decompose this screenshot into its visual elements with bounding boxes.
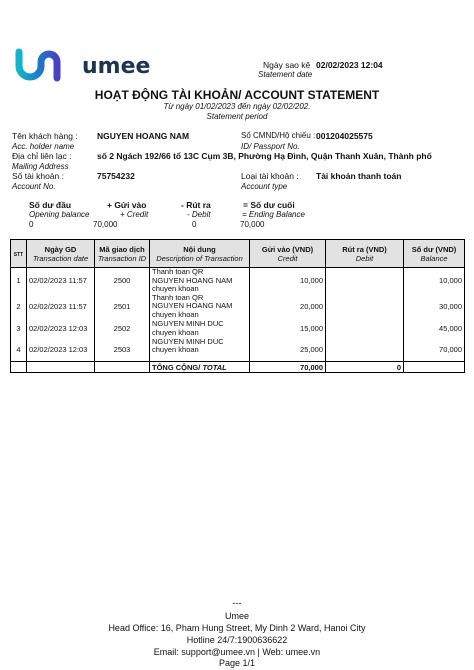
brand-name: umee: [82, 54, 151, 79]
footer-company: Umee: [224, 611, 249, 621]
header-date: Ngày GD Transaction date: [27, 240, 95, 268]
debit-label-en: - Debit: [187, 210, 211, 219]
credit-label: + Gửi vào: [107, 200, 147, 210]
statement-period: Từ ngày 01/02/2023 đến ngày 02/02/202.: [163, 102, 311, 111]
table-row: 1 02/02/2023 11:57 2500 Thanh toan QR NGUYEN HOANG NAM chuyen khoan 10,000 10,000: [11, 268, 465, 294]
total-label-en: TOTAL: [202, 362, 227, 372]
total-label: TỔNG CỘNG/: [152, 362, 201, 372]
total-credit: 70,000: [250, 362, 326, 373]
header-stt: STT: [11, 240, 27, 268]
id-label: Số CMND/Hộ chiếu :: [241, 131, 316, 140]
credit-value: 70,000: [93, 220, 118, 229]
account-type-label-en: Account type: [241, 182, 288, 191]
table-row: 4 02/02/2023 12:03 2503 NGUYEN MINH DUC chuyen khoan 25,000 70,000: [11, 338, 465, 362]
header-debit: Rút ra (VND) Debit: [326, 240, 404, 268]
opening-value: 0: [29, 220, 34, 229]
statement-date-label: Ngày sao kê: [263, 60, 311, 70]
ending-label: = Số dư cuối: [243, 200, 295, 210]
account-label: Số tài khoản :: [12, 171, 64, 181]
opening-label-en: Opening balance: [29, 210, 90, 219]
holder-label: Tên khách hàng :: [12, 131, 78, 141]
header-balance: Số dư (VND) Balance: [404, 240, 465, 268]
ending-label-en: = Ending Balance: [242, 210, 305, 219]
debit-value: 0: [192, 220, 197, 229]
statement-period-label-en: Statement period: [206, 112, 268, 121]
account-label-en: Account No.: [12, 182, 56, 191]
id-value: 001204025575: [316, 131, 373, 141]
credit-label-en: + Credit: [120, 210, 149, 219]
statement-date-label-en: Statement date: [258, 70, 313, 79]
statement-date-value: 02/02/2023 12:04: [316, 60, 383, 70]
address-label-en: Mailing Address: [12, 162, 69, 171]
address-value: số 2 Ngách 192/66 tổ 13C Cụm 3B, Phường Hạ Đình, Quận Thanh Xuân, Thành phố: [97, 151, 432, 161]
id-label-en: ID/ Passport No.: [241, 142, 300, 151]
footer-page: Page 1/1: [218, 658, 256, 668]
address-label: Địa chỉ liên lạc :: [12, 151, 72, 161]
transaction-table: [10, 239, 465, 373]
total-row: [11, 362, 465, 373]
footer-office: Head Office: 16, Pham Hung Street, My Dinh 2 Ward, Hanoi City: [108, 623, 366, 633]
opening-label: Số dư đầu: [29, 200, 72, 210]
account-value: 75754232: [97, 171, 135, 181]
holder-value: NGUYEN HOANG NAM: [97, 131, 190, 141]
total-debit: 0: [326, 362, 404, 373]
account-type-value: Tài khoản thanh toán: [316, 171, 402, 181]
header-credit: Gửi vào (VND) Credit: [250, 240, 326, 268]
footer-hotline: Hotline 24/7:1900636622: [186, 635, 288, 645]
table-row: 3 02/02/2023 12:03 2502 NGUYEN MINH DUC chuyen khoan 15,000 45,000: [11, 320, 465, 338]
header-description: Nội dung Description of Transaction: [150, 240, 250, 268]
umee-logo: [14, 44, 154, 84]
account-type-label: Loại tài khoản :: [241, 171, 299, 181]
debit-label: - Rút ra: [181, 200, 211, 210]
footer-separator: ---: [232, 598, 242, 608]
footer-contact: Email: support@umee.vn | Web: umee.vn: [153, 647, 321, 657]
ending-value: 70,000: [240, 220, 265, 229]
page-title: HOẠT ĐỘNG TÀI KHOẢN/ ACCOUNT STATEMENT: [94, 88, 380, 102]
table-row: 2 02/02/2023 11:57 2501 Thanh toan QR NGUYEN HOANG NAM chuyen khoan 20,000 30,000: [11, 294, 465, 320]
holder-label-en: Acc. holder name: [12, 142, 75, 151]
header-transaction-id: Mã giao dịch Transaction ID: [95, 240, 150, 268]
